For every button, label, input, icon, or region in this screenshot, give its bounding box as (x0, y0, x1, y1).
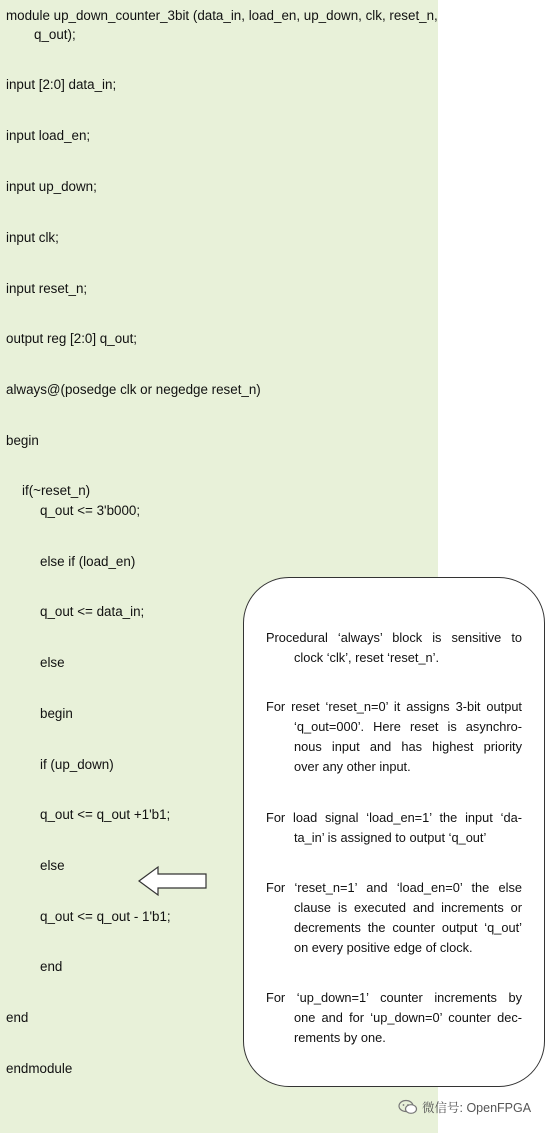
code-line: q_out <= q_out +1'b1; (40, 807, 171, 822)
code-line: output reg [2:0] q_out; (6, 331, 138, 346)
callout-line: over any other input. (294, 759, 411, 774)
callout-line: clause is executed and increments or (294, 900, 522, 915)
code-line: else if (load_en) (40, 554, 136, 569)
callout-line: For ‘up_down=1’ counter increments by (266, 990, 522, 1005)
code-line: if(~reset_n) (22, 483, 91, 498)
code-line: begin (40, 706, 73, 721)
code-line: q_out <= 3'b000; (40, 503, 141, 518)
code-line: end (40, 959, 63, 974)
code-line: q_out); (34, 27, 76, 42)
code-line: q_out <= data_in; (40, 604, 145, 619)
explanation-callout (243, 577, 545, 1087)
code-line: begin (6, 433, 39, 448)
code-line: if (up_down) (40, 757, 114, 772)
left-arrow-icon (138, 865, 210, 899)
callout-paragraph (266, 878, 522, 958)
callout-paragraph (266, 988, 522, 1048)
callout-line: one and for ‘up_down=0’ counter dec- (294, 1010, 522, 1025)
callout-line: For reset ‘reset_n=0’ it assigns 3-bit output (266, 699, 522, 714)
code-line: end (6, 1010, 29, 1025)
code-line: input [2:0] data_in; (6, 77, 117, 92)
code-line: module up_down_counter_3bit (data_in, load_en, up_down, clk, reset_n, (6, 8, 438, 23)
callout-paragraph (266, 697, 522, 777)
code-line: input reset_n; (6, 281, 88, 296)
code-line: q_out <= q_out - 1'b1; (40, 909, 171, 924)
callout-line: ta_in’ is assigned to output ‘q_out’ (294, 830, 487, 845)
code-line: input clk; (6, 230, 59, 245)
code-line: always@(posedge clk or negedge reset_n) (6, 382, 261, 397)
watermark-text: 微信号: OpenFPGA (422, 1101, 532, 1115)
callout-line: For ‘reset_n=1’ and ‘load_en=0’ the else (266, 880, 522, 895)
code-line: input up_down; (6, 179, 97, 194)
callout-line: rements by one. (294, 1030, 386, 1045)
callout-line: nous input and has highest priority (294, 739, 522, 754)
code-line: else (40, 858, 65, 873)
callout-paragraph (266, 808, 522, 848)
callout-line: Procedural ‘always’ block is sensitive to (266, 630, 522, 645)
code-line: endmodule (6, 1061, 73, 1076)
callout-line: on every positive edge of clock. (294, 940, 473, 955)
callout-line: For load signal ‘load_en=1’ the input ‘da- (266, 810, 522, 825)
watermark (398, 1098, 531, 1116)
callout-line: clock ‘clk’, reset ‘reset_n’. (294, 650, 440, 665)
callout-line: decrements the counter output ‘q_out’ (294, 920, 522, 935)
code-line: input load_en; (6, 128, 91, 143)
callout-line: ‘q_out=000’. Here reset is asynchro- (294, 719, 522, 734)
code-line: else (40, 655, 65, 670)
wechat-icon (398, 1099, 418, 1115)
callout-paragraph (266, 628, 522, 668)
